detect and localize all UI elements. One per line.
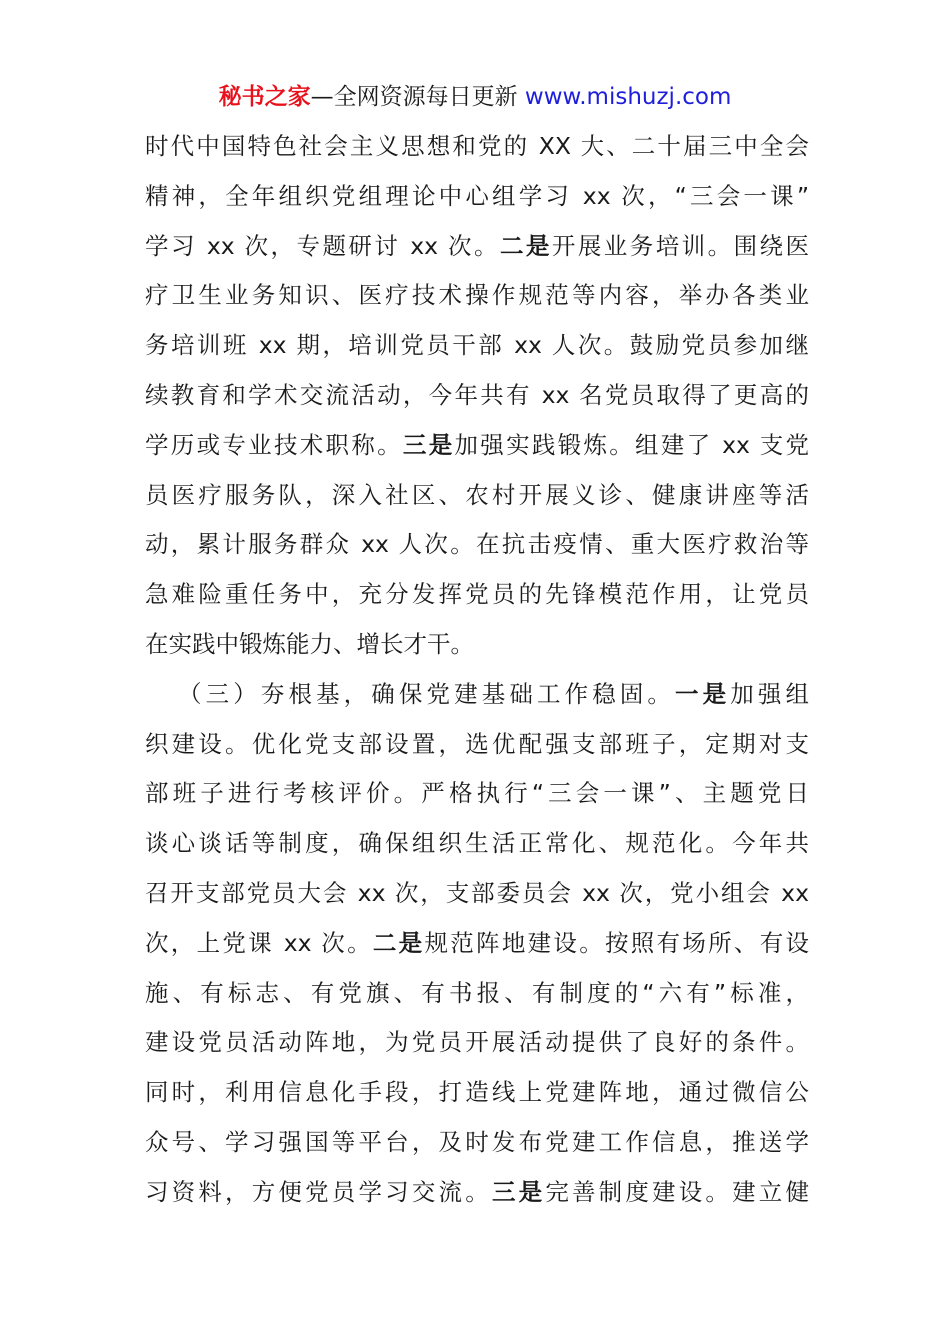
text-line: [145, 1068, 809, 1118]
site-header: [0, 80, 950, 114]
line-text: 精神，全年组织党组理论中心组学习 xx 次，“三会一课”: [145, 181, 809, 210]
line-text: 加强实践锻炼。组建了 xx 支党: [454, 430, 809, 459]
line-text: 学历或专业技术职称。: [145, 430, 403, 459]
line-text: 加强组: [730, 679, 809, 708]
header-tagline: —全网资源每日更新: [310, 84, 525, 110]
line-text: 在实践中锻炼能力、增长才干。: [145, 629, 474, 658]
site-url-link[interactable]: www.mishuzj.com: [524, 84, 732, 110]
text-line: [145, 421, 809, 471]
text-line: [145, 1168, 809, 1218]
emphasis-label: 二是: [499, 231, 552, 260]
text-line: [145, 819, 809, 869]
text-line-paragraph-start: [145, 670, 809, 720]
text-line: [145, 271, 809, 321]
line-text: 续教育和学术交流活动，今年共有 xx 名党员取得了更高的: [145, 380, 809, 409]
line-text: 部班子进行考核评价。严格执行“三会一课”、主题党日: [145, 779, 809, 808]
brand-name: 秘书之家: [218, 84, 311, 110]
emphasis-label: 一是: [675, 679, 731, 708]
text-line: [145, 122, 809, 172]
line-text: 织建设。优化党支部设置，选优配强支部班子，定期对支: [145, 729, 809, 758]
line-text: 完善制度建设。建立健: [545, 1177, 809, 1206]
line-text: 务培训班 xx 期，培训党员干部 xx 人次。鼓励党员参加继: [145, 331, 809, 360]
text-line: [145, 769, 809, 819]
text-line: [145, 919, 809, 969]
line-text: 学习 xx 次，专题研讨 xx 次。: [145, 231, 500, 260]
line-text: 开展业务培训。围绕医: [551, 231, 809, 260]
line-text: 动，累计服务群众 xx 人次。在抗击疫情、重大医疗救治等: [145, 530, 809, 559]
text-line: [145, 969, 809, 1019]
line-text: 时代中国特色社会主义思想和党的 XX 大、二十届三中全会: [145, 132, 809, 160]
line-text: 员医疗服务队，深入社区、农村开展义诊、健康讲座等活: [145, 480, 809, 509]
line-text: 习资料，方便党员学习交流。: [145, 1177, 492, 1206]
line-text: 召开支部党员大会 xx 次，支部委员会 xx 次，党小组会 xx: [145, 878, 809, 907]
text-line: [145, 371, 809, 421]
text-line: [145, 471, 809, 521]
line-text: 次，上党课 xx 次。: [145, 928, 373, 957]
emphasis-label: 三是: [402, 430, 455, 459]
text-line: [145, 321, 809, 371]
text-line: [145, 1118, 809, 1168]
line-text: 疗卫生业务知识、医疗技术操作规范等内容，举办各类业: [145, 281, 809, 310]
document-body: [145, 122, 809, 1218]
text-line-paragraph-end: [145, 620, 809, 670]
line-text: 谈心谈话等制度，确保组织生活正常化、规范化。今年共: [145, 829, 809, 858]
line-text: 建设党员活动阵地，为党员开展活动提供了良好的条件。: [145, 1028, 809, 1057]
text-line: [145, 172, 809, 222]
text-line: [145, 720, 809, 770]
line-text: 规范阵地建设。按照有场所、有设: [424, 928, 809, 957]
text-line: [145, 222, 809, 272]
emphasis-label: 二是: [372, 928, 425, 957]
line-text: 急难险重任务中，充分发挥党员的先锋模范作用，让党员: [145, 580, 809, 609]
text-line: [145, 520, 809, 570]
text-line: [145, 570, 809, 620]
line-text: 众号、学习强国等平台，及时发布党建工作信息，推送学: [145, 1127, 809, 1156]
text-line: [145, 1018, 809, 1068]
line-text: 同时，利用信息化手段，打造线上党建阵地，通过微信公: [145, 1078, 809, 1107]
emphasis-label: 三是: [491, 1177, 546, 1206]
text-line: [145, 869, 809, 919]
line-text: 施、有标志、有党旗、有书报、有制度的“六有”标准，: [145, 978, 809, 1007]
line-text: （三）夯根基，确保党建基础工作稳固。: [178, 679, 676, 708]
